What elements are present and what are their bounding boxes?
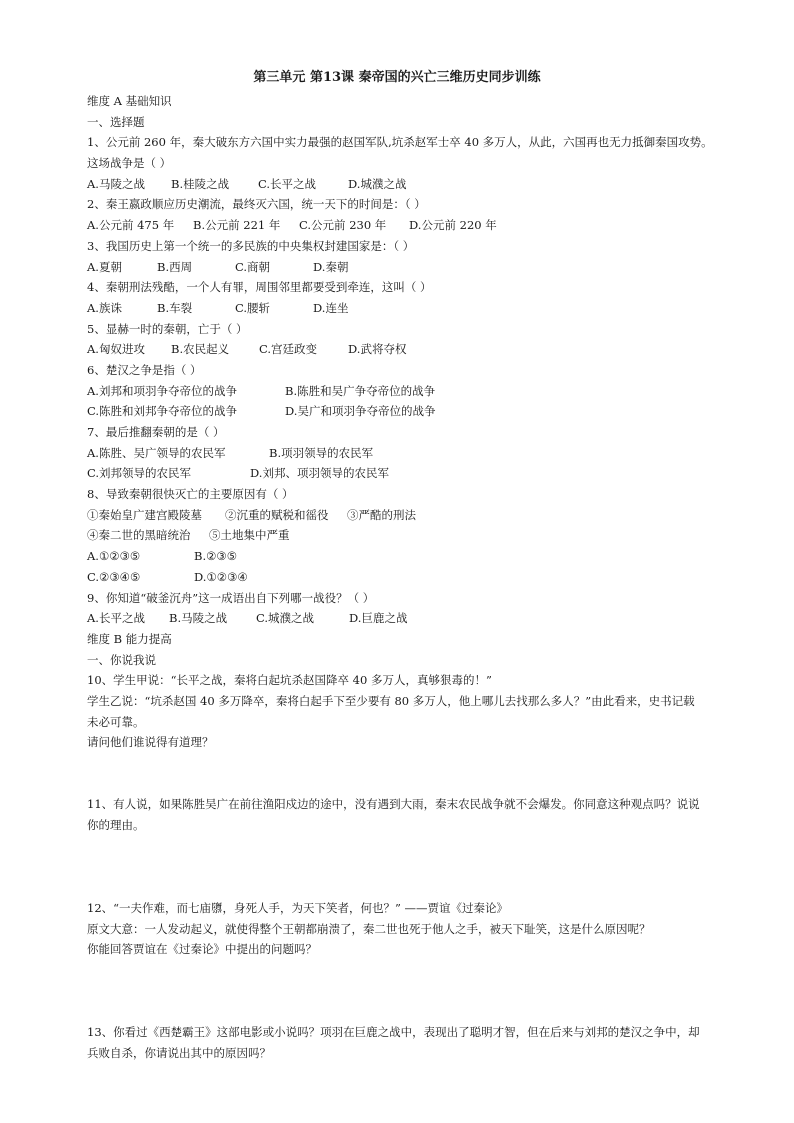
question-2-options	[87, 215, 747, 236]
question-7-options-row2	[87, 463, 747, 484]
option-c: C.②③④⑤	[87, 569, 141, 584]
question-10-text-cont: 学生乙说：“坑杀赵国 40 多万降卒，秦将白起手下至少要有 80 多万人，他上哪儿去找那么多人？”由此看来，史书记载	[87, 693, 695, 708]
option-d: D.连坐	[313, 300, 349, 315]
worksheet-content	[87, 91, 747, 1063]
option-d: D.秦朝	[313, 259, 349, 274]
answer-space	[87, 1001, 747, 1022]
answer-space	[87, 960, 747, 981]
question-2-text: 2、秦王嬴政顺应历史潮流，最终灭六国，统一天下的时间是：（ ）	[87, 197, 426, 212]
section-b-heading: 维度 B 能力提高	[87, 631, 172, 646]
option-c: C.公元前 230 年	[299, 218, 387, 233]
option-d: D.刘邦、项羽领导的农民军	[250, 466, 389, 481]
question-8-text: 8、导致秦朝很快灭亡的主要原因有（ ）	[87, 487, 294, 502]
option-a: A.匈奴进攻	[87, 342, 145, 357]
option-a: A.陈胜、吴广领导的农民军	[87, 445, 226, 460]
statement-item: ①秦始皇广建宫殿陵墓	[87, 507, 202, 522]
option-b: B.车裂	[157, 300, 193, 315]
question-3-text: 3、我国历史上第一个统一的多民族的中央集权封建国家是：（ ）	[87, 238, 415, 253]
answer-space	[87, 774, 747, 795]
section-a-heading: 维度 A 基础知识	[87, 94, 172, 108]
option-c: C.城濮之战	[256, 611, 315, 626]
option-d: D.吴广和项羽争夺帝位的战争	[285, 404, 436, 419]
question-9-options	[87, 608, 747, 629]
section-b-subheading: 一、你说我说	[87, 652, 156, 667]
question-8-items-row1	[87, 505, 747, 526]
option-a: A.公元前 475 年	[87, 218, 175, 233]
section-a-subheading: 一、选择题	[87, 114, 145, 129]
option-b: B.项羽领导的农民军	[269, 445, 374, 460]
option-c: C.腰斩	[235, 300, 271, 315]
option-a: A.马陵之战	[87, 176, 145, 191]
option-a: A.长平之战	[87, 611, 145, 626]
option-d: D.巨鹿之战	[349, 611, 408, 626]
question-13-text: 13、你看过《西楚霸王》这部电影或小说吗？项羽在巨鹿之战中，表现出了聪明才智，但在后来与刘邦的楚汉之争中，却	[87, 1024, 700, 1039]
question-8-options-row1	[87, 546, 747, 567]
option-c: C.陈胜和刘邦争夺帝位的战争	[87, 404, 238, 419]
page-title: 第三单元 第13课 秦帝国的兴亡三维历史同步训练	[253, 70, 541, 85]
question-5-options	[87, 339, 747, 360]
question-1-text-cont: 这场战争是（ ）	[87, 156, 172, 171]
question-9-text: 9、你知道“破釜沉舟”这一成语出自下列哪一战役？（ ）	[87, 590, 375, 605]
statement-item: ③严酷的刑法	[347, 507, 416, 522]
option-c: C.宫廷政变	[259, 342, 318, 357]
question-12-translation: 原文大意：一人发动起义，就使得整个王朝都崩溃了，秦二世也死于他人之手，被天下耻笑，这是什么原因呢？	[87, 921, 651, 936]
question-6-options-row2	[87, 401, 747, 422]
question-10-text: 10、学生甲说：“长平之战，秦将白起坑杀赵国降卒 40 多万人，真够狠毒的！”	[87, 673, 492, 688]
question-4-options	[87, 298, 747, 319]
option-c: C.商朝	[235, 259, 271, 274]
option-b: B.陈胜和吴广争夺帝位的战争	[285, 383, 436, 398]
question-7-text: 7、最后推翻秦朝的是（ ）	[87, 425, 225, 439]
statement-item: ⑤土地集中严重	[209, 528, 290, 543]
option-b: B.公元前 221 年	[193, 218, 281, 233]
answer-space	[87, 753, 747, 774]
question-3-options	[87, 257, 747, 278]
question-7-options-row1	[87, 443, 747, 464]
question-11-text: 11、有人说，如果陈胜吴广在前往渔阳戍边的途中，没有遇到大雨，秦末农民战争就不会爆发。你同意这种观点吗？说说	[87, 797, 700, 812]
question-11-text-cont: 你的理由。	[87, 818, 145, 833]
question-10-text-cont: 未必可靠。	[87, 714, 145, 729]
option-b: B.农民起义	[171, 342, 230, 357]
question-10-prompt: 请问他们谁说得有道理？	[87, 735, 214, 750]
question-6-options-row1	[87, 381, 747, 402]
statement-item: ②沉重的赋税和徭役	[225, 507, 329, 522]
question-5-text: 5、显赫一时的秦朝，亡于（ ）	[87, 321, 248, 336]
option-a: A.刘邦和项羽争夺帝位的战争	[87, 383, 237, 398]
option-a: A.夏朝	[87, 259, 122, 274]
option-b: B.桂陵之战	[171, 176, 230, 191]
option-c: C.长平之战	[258, 176, 317, 191]
answer-space	[87, 836, 747, 857]
question-8-options-row2	[87, 567, 747, 588]
question-1-options	[87, 174, 747, 195]
option-d: D.武将夺权	[348, 342, 407, 357]
statement-item: ④秦二世的黑暗统治	[87, 528, 191, 543]
question-4-text: 4、秦朝刑法残酷，一个人有罪，周围邻里都要受到牵连，这叫（ ）	[87, 280, 432, 295]
question-1-text: 1、公元前 260 年，秦大破东方六国中实力最强的赵国军队,坑杀赵军士卒 40 多万人，从此，六国再也无力抵御秦国攻势。	[87, 135, 713, 150]
question-8-items-row2	[87, 525, 747, 546]
option-d: D.①②③④	[194, 569, 248, 584]
option-b: B.马陵之战	[169, 611, 228, 626]
question-12-text: 12、“一夫作难，而七庙隳，身死人手，为天下笑者，何也？” ——贾谊《过秦论》	[87, 900, 509, 915]
option-a: A.族诛	[87, 300, 122, 315]
option-b: B.西周	[157, 259, 193, 274]
option-a: A.①②③⑤	[87, 549, 141, 564]
answer-space	[87, 856, 747, 877]
question-6-text: 6、楚汉之争是指（ ）	[87, 362, 202, 377]
answer-space	[87, 877, 747, 898]
question-12-prompt: 你能回答贾谊在《过秦论》中提出的问题吗？	[87, 942, 317, 957]
option-d: D.城濮之战	[348, 176, 407, 191]
option-b: B.②③⑤	[194, 549, 238, 564]
option-c: C.刘邦领导的农民军	[87, 466, 192, 481]
answer-space	[87, 981, 747, 1002]
option-d: D.公元前 220 年	[409, 218, 497, 233]
question-13-text-cont: 兵败自杀，你请说出其中的原因吗？	[87, 1045, 271, 1060]
